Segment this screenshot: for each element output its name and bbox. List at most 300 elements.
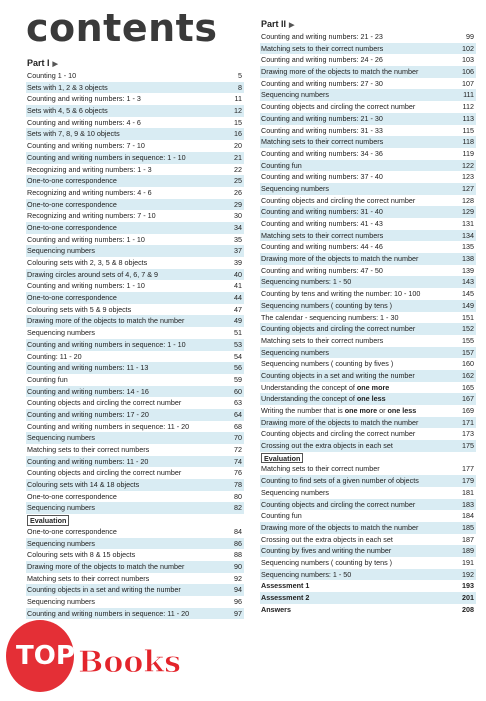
toc-entry-page: 160 — [462, 359, 474, 369]
toc-entry-title: Sequencing numbers — [261, 90, 329, 100]
toc-entry-page: 74 — [234, 456, 242, 466]
toc-entry — [26, 538, 244, 550]
toc-entry — [260, 101, 476, 113]
toc-entry-page: 131 — [462, 219, 474, 228]
toc-entry-title: Counting and writing numbers in sequence: 1 - 10 — [27, 339, 186, 349]
toc-entry-page: 97 — [234, 608, 242, 618]
toc-entry-page: 86 — [234, 538, 242, 548]
toc-entry-page: 123 — [462, 172, 474, 182]
toc-entry-title: Counting by tens and writing the number: 10 - 100 — [261, 289, 421, 299]
toc-entry-page: 173 — [462, 429, 474, 439]
toc-entry-title: Counting and writing numbers: 31 - 33 — [261, 125, 383, 135]
toc-entry-title: Assessment 1 — [261, 581, 310, 591]
toc-entry — [260, 206, 476, 218]
toc-entry — [260, 171, 476, 183]
toc-entry-title: Drawing more of the objects to match the number — [261, 522, 419, 532]
toc-entry-title: Counting objects and circling the correct number — [261, 324, 416, 334]
toc-entry-title: Counting and writing numbers: 1 - 3 — [27, 94, 141, 104]
toc-entry — [260, 113, 476, 125]
toc-entry-title: Drawing more of the objects to match the number — [261, 254, 419, 264]
toc-entry — [26, 234, 244, 246]
toc-entry — [260, 160, 476, 172]
toc-entry-title: One-to-one correspondence — [27, 526, 117, 536]
toc-entry-title: Counting and writing numbers: 17 - 20 — [27, 409, 149, 419]
page-title: contents — [26, 6, 218, 50]
toc-entry-title: Matching sets to their correct numbers — [27, 445, 150, 454]
toc-entry — [260, 370, 476, 382]
toc-entry-title: Recognizing and writing numbers: 7 - 10 — [27, 211, 156, 221]
part-2-list — [260, 31, 476, 615]
toc-entry — [26, 432, 244, 444]
toc-entry-title: Matching sets to their correct numbers — [27, 573, 150, 583]
toc-entry — [26, 526, 244, 538]
toc-entry-page: 191 — [462, 557, 474, 567]
toc-entry-title: Counting fun — [27, 374, 68, 384]
toc-entry-page: 183 — [462, 499, 474, 509]
toc-entry-title: Answers — [261, 604, 291, 614]
toc-entry-title: Matching sets to their correct numbers — [261, 43, 384, 53]
toc-entry-title: Counting by fives and writing the number — [261, 546, 392, 556]
toc-entry — [26, 269, 244, 281]
toc-entry-title: One-to-one correspondence — [27, 176, 117, 186]
toc-entry — [260, 265, 476, 277]
toc-entry — [260, 241, 476, 253]
toc-entry-title: Colouring sets with 2, 3, 5 & 8 objects — [27, 258, 148, 267]
toc-entry-title: Counting objects and circling the correct number — [261, 102, 416, 112]
toc-entry — [26, 444, 244, 456]
toc-entry — [26, 117, 244, 129]
part-2-label: Part II — [261, 19, 287, 29]
toc-entry-page: 187 — [462, 534, 474, 544]
toc-entry-title: Sequencing numbers ( counting by tens ) — [261, 557, 393, 567]
toc-entry-title: Understanding the concept of one more — [261, 382, 390, 392]
toc-entry-page: 149 — [462, 300, 474, 310]
toc-entry-page: 96 — [234, 596, 242, 606]
toc-entry-title: Sequencing numbers: 1 - 50 — [261, 569, 352, 579]
toc-entry-page: 162 — [462, 370, 474, 380]
toc-entry — [260, 592, 476, 604]
toc-entry-page: 103 — [462, 55, 474, 65]
toc-entry — [26, 397, 244, 409]
toc-entry-page: 12 — [234, 106, 242, 116]
toc-entry-title: Drawing circles around sets of 4, 6, 7 & 9 — [27, 269, 159, 279]
toc-entry-title: Sequencing numbers — [27, 328, 95, 338]
toc-entry-title: Drawing more of the objects to match the number — [261, 417, 419, 427]
toc-entry — [260, 276, 476, 288]
toc-entry-page: 44 — [234, 293, 242, 303]
toc-entry-page: 78 — [234, 480, 242, 490]
toc-entry — [260, 218, 476, 230]
evaluation-heading — [260, 452, 476, 464]
toc-entry — [260, 78, 476, 90]
toc-entry — [260, 428, 476, 440]
toc-entry — [260, 195, 476, 207]
toc-entry-title: Counting and writing numbers: 4 - 6 — [27, 117, 141, 127]
toc-entry-page: 122 — [462, 160, 474, 170]
toc-entry — [26, 491, 244, 503]
toc-entry — [260, 405, 476, 417]
toc-entry-title: Recognizing and writing numbers: 4 - 6 — [27, 187, 152, 197]
evaluation-label: Evaluation — [27, 515, 69, 526]
toc-entry — [26, 315, 244, 327]
toc-entry-page: 128 — [462, 195, 474, 205]
toc-entry — [260, 475, 476, 487]
toc-entry-page: 16 — [234, 129, 242, 139]
toc-entry — [260, 347, 476, 359]
toc-entry — [26, 280, 244, 292]
toc-entry — [26, 93, 244, 105]
toc-entry-page: 175 — [462, 441, 474, 451]
toc-entry — [260, 335, 476, 347]
toc-entry-title: Counting and writing numbers: 21 - 23 — [261, 32, 383, 41]
toc-entry-title: Colouring sets with 8 & 15 objects — [27, 550, 136, 560]
toc-entry-title: Sequencing numbers — [27, 246, 95, 256]
part-1-heading — [27, 58, 58, 69]
toc-entry-page: 5 — [238, 71, 242, 80]
toc-entry-title: Counting and writing numbers: 27 - 30 — [261, 78, 383, 88]
toc-entry-title: Counting objects and circling the correct number — [261, 499, 416, 509]
toc-entry — [260, 440, 476, 452]
toc-entry — [260, 288, 476, 300]
toc-entry — [260, 148, 476, 160]
toc-entry — [260, 499, 476, 511]
toc-entry-title: One-to-one correspondence — [27, 491, 117, 501]
toc-entry — [26, 70, 244, 82]
toc-entry-page: 70 — [234, 433, 242, 443]
toc-entry — [26, 140, 244, 152]
toc-entry-page: 138 — [462, 254, 474, 264]
toc-entry — [26, 409, 244, 421]
svg-text:Books: Books — [78, 645, 182, 680]
toc-entry-page: 134 — [462, 230, 474, 240]
toc-entry — [260, 230, 476, 242]
toc-entry-page: 115 — [462, 125, 474, 135]
toc-entry-title: Colouring sets with 14 & 18 objects — [27, 480, 140, 490]
toc-entry — [26, 245, 244, 257]
toc-entry — [26, 374, 244, 386]
toc-entry — [26, 561, 244, 573]
toc-entry — [26, 152, 244, 164]
toc-entry-title: Crossing out the extra objects in each set — [261, 534, 393, 544]
toc-entry — [26, 292, 244, 304]
toc-entry — [260, 417, 476, 429]
toc-entry — [260, 183, 476, 195]
toc-entry-page: 22 — [234, 164, 242, 174]
toc-entry-page: 8 — [238, 82, 242, 92]
toc-entry — [260, 253, 476, 265]
toc-entry-title: Sequencing numbers: 1 - 50 — [261, 277, 352, 287]
toc-entry — [260, 545, 476, 557]
toc-entry-title: One-to-one correspondence — [27, 199, 117, 209]
toc-entry — [260, 125, 476, 137]
toc-entry-title: Sets with 1, 2 & 3 objects — [27, 82, 108, 92]
toc-entry-title: Counting objects in a set and writing the number — [27, 585, 181, 595]
toc-entry-page: 21 — [234, 152, 242, 162]
play-triangle-icon: ▶ — [289, 22, 295, 29]
toc-entry-page: 106 — [462, 67, 474, 77]
play-triangle-icon: ▶ — [52, 61, 58, 68]
toc-entry-page: 53 — [234, 339, 242, 349]
toc-entry-title: Counting and writing numbers: 11 - 20 — [27, 456, 149, 466]
toc-entry-page: 92 — [234, 573, 242, 583]
toc-entry — [26, 175, 244, 187]
toc-entry-title: Counting fun — [261, 160, 302, 170]
toc-entry-page: 47 — [234, 304, 242, 314]
toc-entry — [26, 105, 244, 117]
toc-entry-page: 94 — [234, 585, 242, 595]
toc-entry-page: 25 — [234, 176, 242, 186]
toc-entry-page: 102 — [462, 43, 474, 53]
toc-entry-title: Sequencing numbers — [261, 183, 329, 193]
toc-entry-title: Counting and writing numbers in sequence: 1 - 10 — [27, 152, 186, 162]
toc-entry-page: 80 — [234, 491, 242, 501]
toc-entry-title: Counting and writing numbers: 14 - 16 — [27, 386, 149, 396]
toc-entry-page: 192 — [462, 569, 474, 579]
toc-entry-page: 72 — [234, 445, 242, 454]
toc-entry-page: 167 — [462, 394, 474, 404]
toc-entry — [260, 487, 476, 499]
toc-entry-page: 84 — [234, 526, 242, 536]
toc-entry-page: 112 — [462, 102, 474, 112]
toc-entry-title: Sets with 4, 5 & 6 objects — [27, 106, 108, 116]
toc-entry-page: 169 — [462, 406, 474, 415]
toc-entry — [26, 128, 244, 140]
toc-entry-title: Sequencing numbers — [27, 596, 95, 606]
part-2-heading — [261, 19, 294, 30]
toc-entry-title: Drawing more of the objects to match the number — [27, 316, 185, 326]
toc-entry-title: Recognizing and writing numbers: 1 - 3 — [27, 164, 152, 174]
toc-entry-page: 99 — [466, 32, 474, 41]
toc-entry-title: Sequencing numbers — [27, 433, 95, 443]
toc-entry-page: 51 — [234, 328, 242, 338]
toc-entry-title: Sequencing numbers — [261, 347, 329, 357]
toc-entry — [260, 54, 476, 66]
toc-entry — [26, 549, 244, 561]
toc-entry — [260, 31, 476, 43]
toc-entry-title: Matching sets to their correct number — [261, 464, 380, 474]
toc-entry-page: 88 — [234, 550, 242, 560]
part-1-label: Part I — [27, 58, 50, 68]
toc-entry-page: 29 — [234, 199, 242, 209]
toc-entry-title: Counting and writing numbers: 11 - 13 — [27, 363, 149, 373]
toc-entry-page: 119 — [462, 148, 474, 158]
toc-entry-title: Counting and writing numbers in sequence: 11 - 20 — [27, 421, 190, 431]
toc-entry — [260, 557, 476, 569]
toc-entry-page: 129 — [462, 207, 474, 217]
toc-entry-title: Counting fun — [261, 511, 302, 521]
toc-entry-title: Counting and writing numbers: 34 - 36 — [261, 148, 383, 158]
toc-entry-page: 60 — [234, 386, 242, 396]
toc-entry-title: Counting and writing numbers: 1 - 10 — [27, 281, 145, 291]
toc-entry-title: Counting and writing numbers: 47 - 50 — [261, 265, 383, 275]
toc-entry-page: 113 — [462, 113, 474, 123]
toc-entry-title: Counting and writing numbers: 1 - 10 — [27, 234, 145, 244]
toc-entry-page: 56 — [234, 363, 242, 373]
toc-entry — [260, 300, 476, 312]
toc-entry-title: Drawing more of the objects to match the number — [27, 561, 185, 571]
toc-entry-page: 171 — [462, 417, 474, 427]
toc-entry — [26, 210, 244, 222]
toc-entry-title: Counting 1 - 10 — [27, 71, 77, 80]
toc-entry-page: 181 — [462, 487, 474, 497]
toc-entry-title: One-to-one correspondence — [27, 293, 117, 303]
toc-entry — [26, 456, 244, 468]
toc-entry-page: 37 — [234, 246, 242, 256]
toc-entry-title: Assessment 2 — [261, 593, 310, 602]
toc-entry — [260, 534, 476, 546]
toc-entry-page: 157 — [462, 347, 474, 357]
toc-entry-page: 145 — [462, 289, 474, 299]
toc-entry-page: 90 — [234, 561, 242, 571]
part-1-list — [26, 70, 244, 619]
toc-entry-title: Counting: 11 - 20 — [27, 351, 82, 361]
toc-entry-title: Counting and writing numbers in sequence: 11 - 20 — [27, 608, 190, 618]
toc-entry — [26, 421, 244, 433]
toc-entry-page: 63 — [234, 398, 242, 408]
toc-entry-page: 193 — [462, 581, 474, 591]
toc-entry-title: Counting and writing numbers: 31 - 40 — [261, 207, 383, 217]
toc-entry-title: Counting and writing numbers: 41 - 43 — [261, 219, 383, 228]
toc-entry — [260, 312, 476, 324]
toc-entry-page: 135 — [462, 242, 474, 252]
toc-entry-page: 41 — [234, 281, 242, 291]
toc-entry-page: 26 — [234, 187, 242, 197]
toc-entry-title: Counting to find sets of a given number of objects — [261, 476, 419, 486]
toc-entry — [26, 257, 244, 269]
toc-entry-title: The calendar - sequencing numbers: 1 - 30 — [261, 312, 399, 322]
evaluation-label: Evaluation — [261, 453, 303, 464]
toc-entry-title: Counting and writing numbers: 37 - 40 — [261, 172, 383, 182]
svg-text:TOP: TOP — [16, 641, 75, 671]
toc-entry-title: Writing the number that is one more or one less — [261, 406, 417, 415]
toc-entry-page: 155 — [462, 335, 474, 345]
toc-entry — [26, 327, 244, 339]
toc-entry-page: 34 — [234, 222, 242, 232]
toc-entry-title: Drawing more of the objects to match the number — [261, 67, 419, 77]
toc-entry-page: 59 — [234, 374, 242, 384]
toc-entry — [26, 362, 244, 374]
toc-entry — [26, 584, 244, 596]
toc-entry-page: 111 — [463, 90, 474, 100]
toc-entry — [260, 510, 476, 522]
toc-entry — [26, 573, 244, 585]
toc-entry-page: 127 — [462, 183, 474, 193]
toc-entry-page: 107 — [462, 78, 474, 88]
toc-entry-page: 20 — [234, 141, 242, 151]
toc-entry — [260, 522, 476, 534]
toc-entry-page: 15 — [234, 117, 242, 127]
toc-entry — [26, 351, 244, 363]
toc-entry-title: Colouring sets with 5 & 9 objects — [27, 304, 132, 314]
toc-entry-title: Sequencing numbers — [27, 503, 95, 513]
toc-entry — [260, 136, 476, 148]
toc-entry — [26, 187, 244, 199]
toc-entry-page: 208 — [462, 604, 474, 614]
toc-entry-title: Sets with 7, 8, 9 & 10 objects — [27, 129, 120, 139]
toc-entry-page: 184 — [462, 511, 474, 521]
toc-entry — [26, 82, 244, 94]
toc-entry-title: One-to-one correspondence — [27, 222, 117, 232]
toc-entry — [260, 382, 476, 394]
toc-entry — [260, 580, 476, 592]
toc-entry — [260, 43, 476, 55]
toc-entry-page: 30 — [234, 211, 242, 221]
toc-entry-page: 118 — [462, 137, 474, 147]
toc-entry — [260, 463, 476, 475]
toc-entry — [260, 358, 476, 370]
toc-entry — [26, 304, 244, 316]
toc-entry-page: 39 — [234, 258, 242, 267]
toc-entry-page: 189 — [462, 546, 474, 556]
toc-entry-page: 82 — [234, 503, 242, 513]
toc-entry-page: 35 — [234, 234, 242, 244]
toc-entry — [26, 502, 244, 514]
toc-entry — [26, 222, 244, 234]
toc-entry-title: Crossing out the extra objects in each set — [261, 441, 393, 451]
toc-entry-title: Counting and writing numbers: 44 - 46 — [261, 242, 383, 252]
toc-entry-title: Matching sets to their correct numbers — [261, 335, 384, 345]
toc-entry-title: Counting objects and circling the correct number — [261, 195, 416, 205]
toc-entry — [26, 467, 244, 479]
toc-entry-page: 165 — [462, 382, 474, 392]
toc-entry — [260, 393, 476, 405]
toc-entry-title: Understanding the concept of one less — [261, 394, 386, 404]
toc-entry — [260, 89, 476, 101]
toc-entry-page: 54 — [234, 351, 242, 361]
toc-entry — [26, 386, 244, 398]
toc-entry-title: Matching sets to their correct numbers — [261, 137, 384, 147]
toc-entry — [260, 66, 476, 78]
toc-entry-title: Counting and writing numbers: 7 - 10 — [27, 141, 145, 151]
evaluation-heading — [26, 514, 244, 526]
toc-entry-title: Counting objects and circling the correct number — [261, 429, 416, 439]
toc-entry — [26, 164, 244, 176]
toc-entry — [260, 569, 476, 581]
toc-entry — [26, 199, 244, 211]
toc-entry-title: Sequencing numbers ( counting by tens ) — [261, 300, 393, 310]
toc-entry-title: Counting objects and circling the correct number — [27, 398, 182, 408]
toc-entry-page: 64 — [234, 409, 242, 419]
top-books-logo — [2, 612, 192, 696]
toc-entry — [26, 596, 244, 608]
toc-entry-title: Counting objects and circling the correct number — [27, 468, 182, 478]
toc-entry-page: 185 — [462, 522, 474, 532]
toc-entry — [260, 604, 476, 616]
toc-entry-title: Counting and writing numbers: 24 - 26 — [261, 55, 383, 65]
toc-entry-page: 177 — [462, 464, 474, 474]
toc-entry-page: 179 — [462, 476, 474, 486]
toc-entry-page: 152 — [462, 324, 474, 334]
toc-entry-title: Sequencing numbers — [27, 538, 95, 548]
toc-entry — [260, 323, 476, 335]
toc-entry-page: 143 — [462, 277, 474, 287]
toc-entry-page: 151 — [462, 312, 474, 322]
toc-entry-page: 40 — [234, 269, 242, 279]
toc-entry-page: 68 — [234, 421, 242, 431]
toc-entry-page: 201 — [462, 593, 474, 602]
toc-entry-page: 11 — [234, 94, 242, 104]
toc-entry-title: Counting objects in a set and writing the number — [261, 370, 415, 380]
toc-entry — [26, 479, 244, 491]
toc-entry-page: 139 — [462, 265, 474, 275]
toc-entry-title: Sequencing numbers — [261, 487, 329, 497]
toc-entry — [26, 339, 244, 351]
toc-entry-page: 76 — [234, 468, 242, 478]
toc-entry-page: 49 — [234, 316, 242, 326]
toc-entry-title: Matching sets to their correct numbers — [261, 230, 384, 240]
toc-entry-title: Counting and writing numbers: 21 - 30 — [261, 113, 383, 123]
toc-entry-title: Sequencing numbers ( counting by fives ) — [261, 359, 394, 369]
